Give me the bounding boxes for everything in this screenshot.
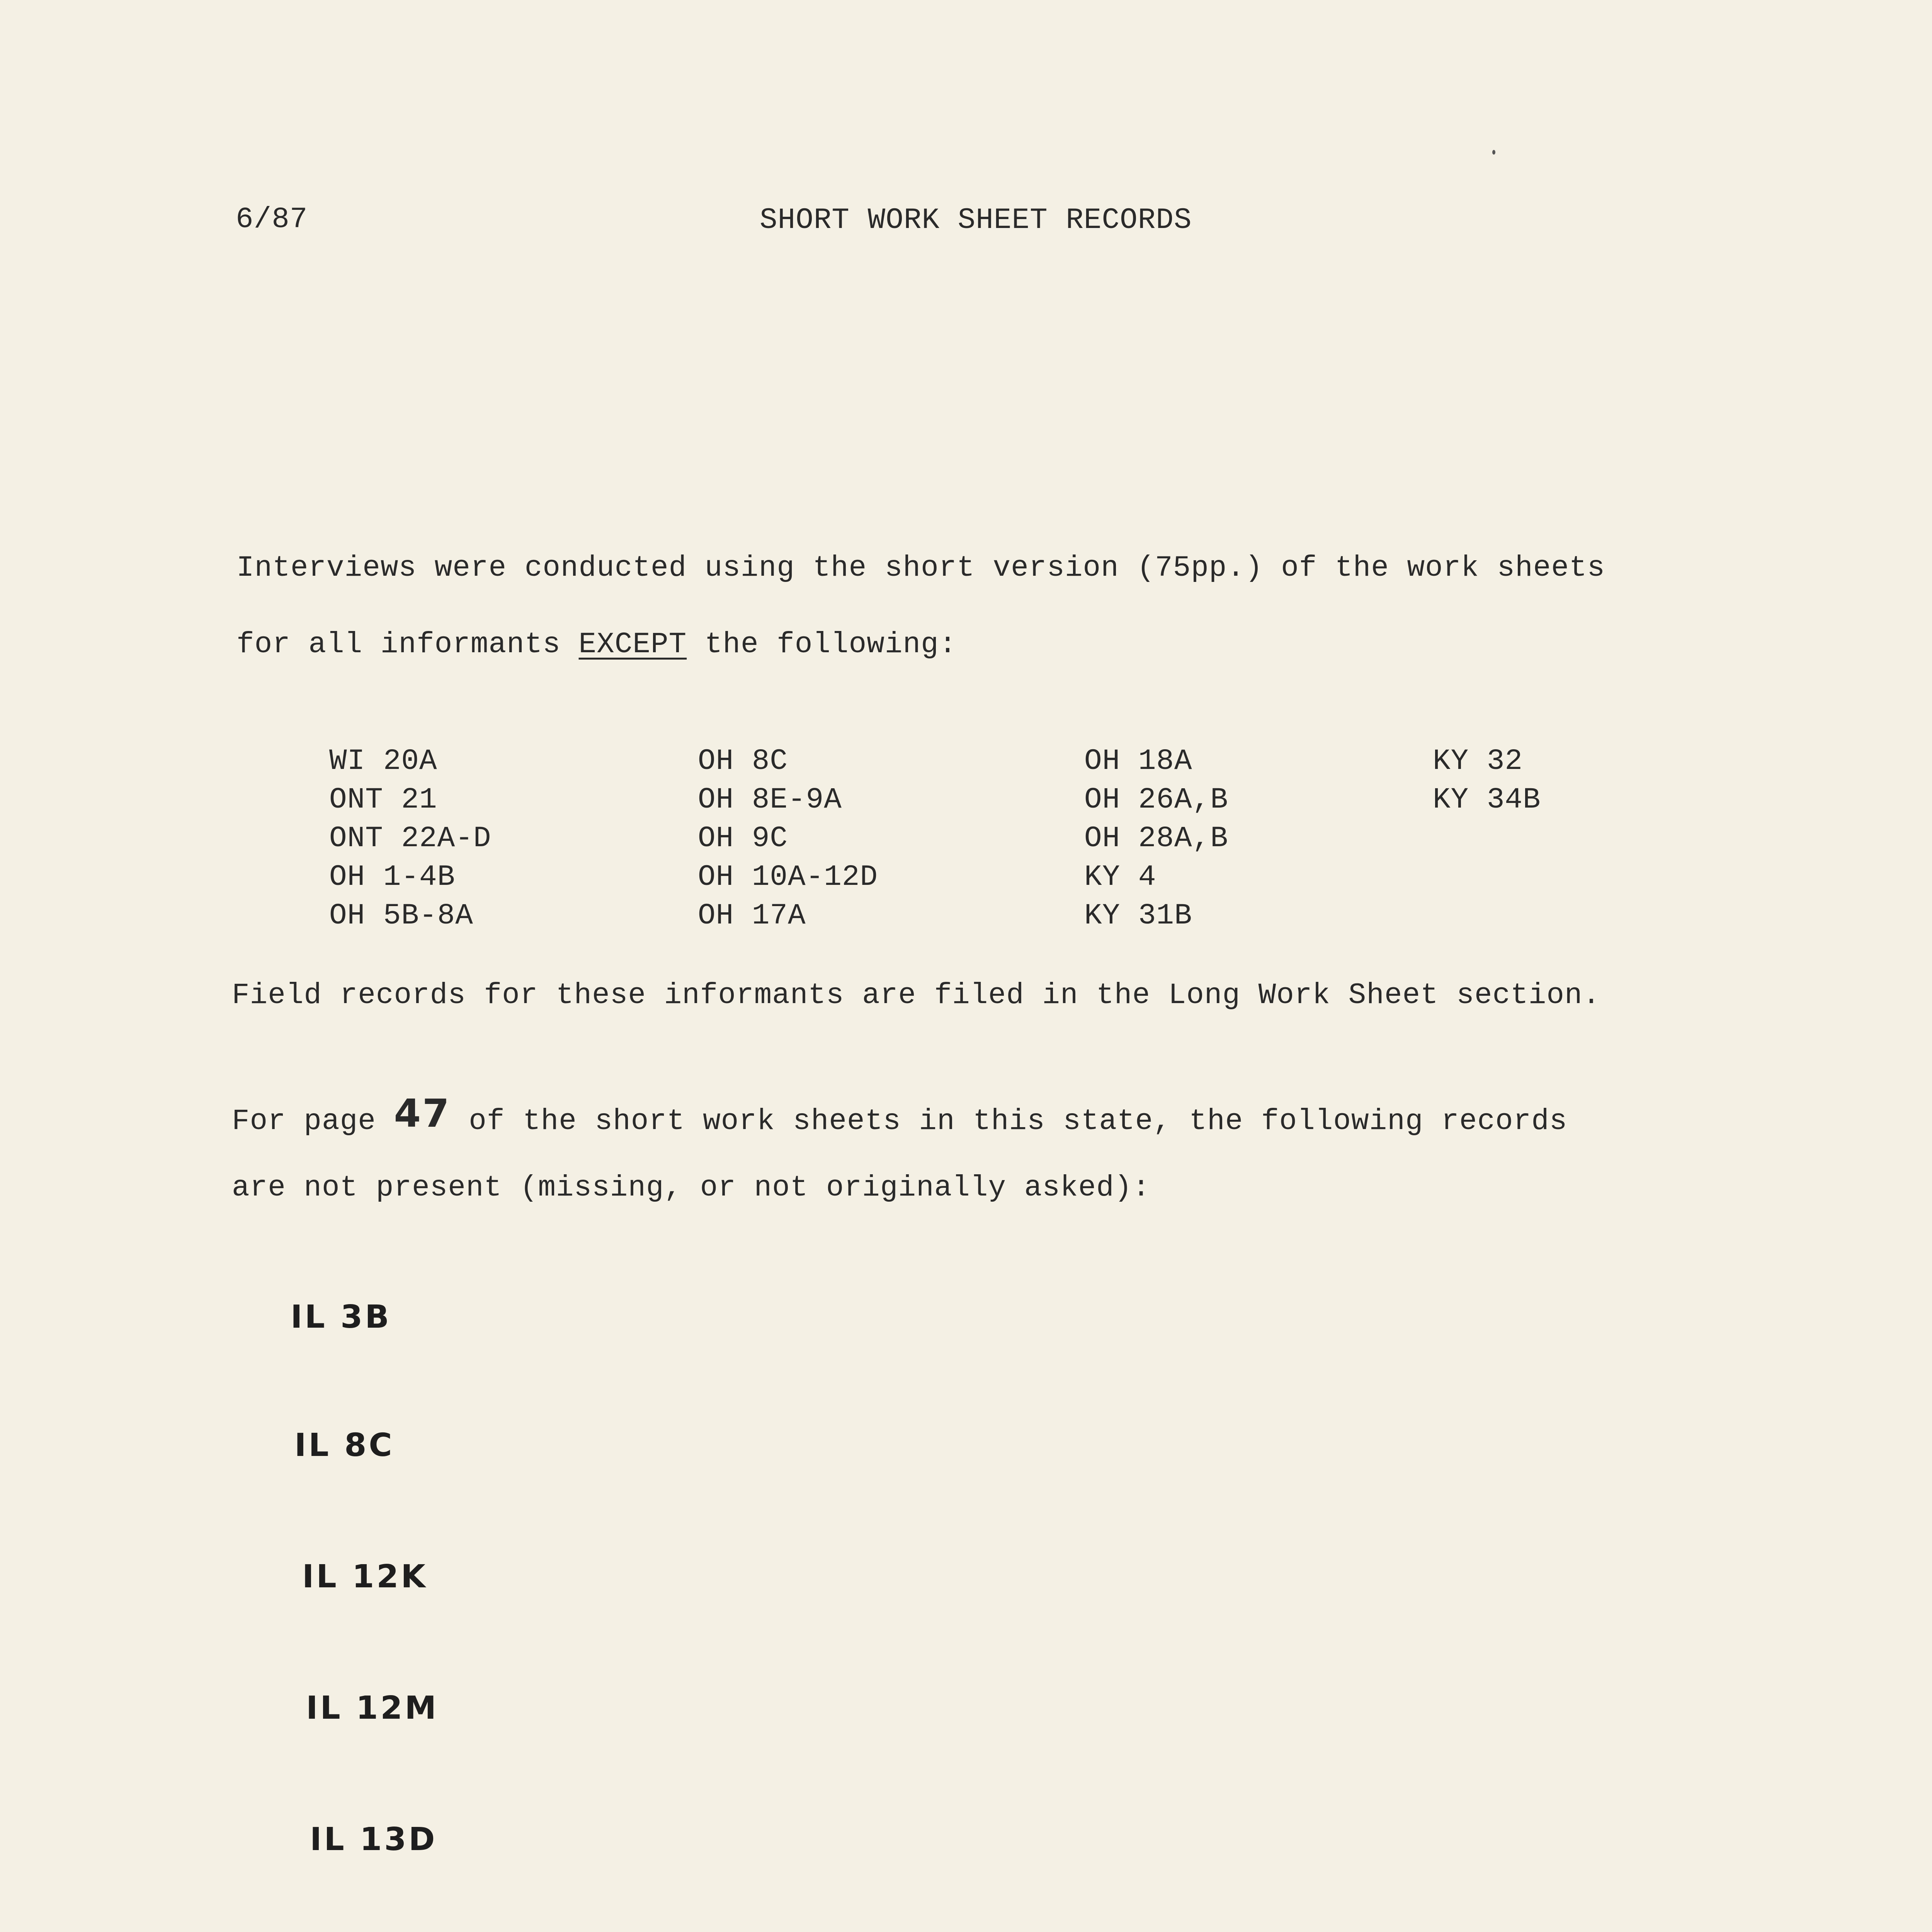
list-item: OH 26A,B xyxy=(1084,783,1228,816)
list-item: WI 20A xyxy=(329,745,437,778)
list-item: KY 4 xyxy=(1084,861,1156,894)
exceptions-column-4 xyxy=(1433,742,1541,819)
intro-line-2-prefix: for all informants xyxy=(236,628,579,661)
list-item: OH 17A xyxy=(698,899,806,932)
missing-record: IL 12K xyxy=(302,1558,428,1595)
exceptions-column-3 xyxy=(1084,742,1228,935)
list-item: OH 10A-12D xyxy=(698,861,878,894)
page-note-line-2: are not present (missing, or not originally asked): xyxy=(232,1171,1150,1204)
list-item: ONT 22A-D xyxy=(329,822,492,855)
list-item: OH 5B-8A xyxy=(329,899,473,932)
page-note-suffix: of the short work sheets in this state, the following records xyxy=(451,1105,1568,1138)
missing-record: IL 3B xyxy=(291,1299,391,1335)
missing-record: IL 12M xyxy=(306,1690,439,1726)
except-emphasis: EXCEPT xyxy=(578,628,687,661)
list-item: OH 8E-9A xyxy=(698,783,842,816)
page-note-line-1 xyxy=(232,1091,1568,1138)
header-date: 6/87 xyxy=(236,203,308,236)
list-item: OH 18A xyxy=(1084,745,1192,778)
exceptions-column-1 xyxy=(329,742,491,935)
list-item: KY 31B xyxy=(1084,899,1192,932)
list-item: OH 9C xyxy=(698,822,788,855)
list-item: OH 1-4B xyxy=(329,861,456,894)
page-note-prefix: For page xyxy=(232,1105,394,1138)
list-item: KY 34B xyxy=(1433,783,1541,816)
missing-record: IL 13D xyxy=(310,1821,437,1858)
page-title: SHORT WORK SHEET RECORDS xyxy=(760,204,1192,237)
handwritten-page-number: 47 xyxy=(394,1091,451,1136)
list-item: OH 8C xyxy=(698,745,788,778)
list-item: OH 28A,B xyxy=(1084,822,1228,855)
intro-line-2 xyxy=(236,630,957,659)
paper-speck xyxy=(1492,150,1495,155)
exceptions-column-2 xyxy=(698,742,878,935)
field-records-note: Field records for these informants are filed in the Long Work Sheet section. xyxy=(232,979,1601,1012)
list-item: KY 32 xyxy=(1433,745,1523,778)
missing-record: IL 8C xyxy=(294,1427,395,1464)
intro-line-2-suffix: the following: xyxy=(687,628,957,661)
list-item: ONT 21 xyxy=(329,783,437,816)
intro-line-1: Interviews were conducted using the short version (75pp.) of the work sheets xyxy=(236,551,1605,585)
